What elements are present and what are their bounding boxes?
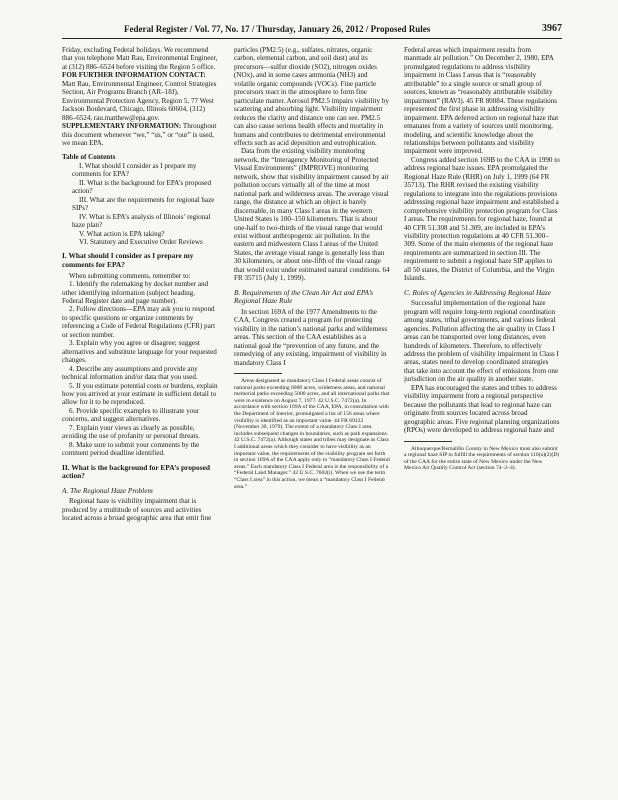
toc-heading: Table of Contents <box>62 153 116 162</box>
section-2b-heading: B. Requirements of the Clean Air Act and EPA’s Regional Haze Rule <box>234 287 373 306</box>
comment-tip: 2. Follow directions—EPA may ask you to respond to specific questions or organize comments by referencing a Code of Federal Regulations (CFR) part or section number. <box>62 305 216 339</box>
coordination-paragraph: Successful implementation of the regional haze program will require long-term regional coordination among states, tribal governments, and various federal agencies. Pollution affecting the air quality in Class I areas can be transported over long distances, even hundreds of kilometers. Therefore, to effectively address the problem of visibility impairment in Class I areas, states need to develop coordinated strategies that take into account the effect of emissions from one jurisdiction on the air quality in another state. <box>404 299 559 384</box>
column-2 <box>234 46 390 766</box>
ravi-paragraph: Federal areas which impairment results from manmade air pollution.” On December 2, 1980, EPA promulgated regulations to address visibility impairment in Class I areas that is “reasonably attributable” to a single source or small group of sources, known as “reasonably attributable visibility impairment” (RAVI). 45 FR 80084. These regulations represented the first phase in addressing visibility impairment. EPA deferred action on regional haze that emanates from a variety of sources until monitoring, modeling, and scientific knowledge about the relationships between pollutants and visibility impairment were improved. <box>404 46 559 156</box>
comment-tip: 6. Provide specific examples to illustrate your concerns, and suggest alternatives. <box>62 406 200 424</box>
comment-tip: 3. Explain why you agree or disagree; suggest alternatives and substitute language for your requested changes. <box>62 339 217 365</box>
contact-body: Matt Rau, Environmental Engineer, Control Strategies Section, Air Programs Branch (AR–18J), Environmental Protection Agency, Region 5, 77 West Jackson Boulevard, Chicago, Illinois 60604, (312) 886–6524, rau.matthew@epa.gov. <box>62 79 217 122</box>
intro-paragraph: Friday, excluding Federal holidays. We recommend that you telephone Matt Rau, Environmental Engineer, at (312) 886–6524 before visiting the Region 5 office. <box>62 46 218 71</box>
comment-tip: 7. Explain your views as clearly as possible, avoiding the use of profanity or personal threats. <box>62 423 200 441</box>
section-2a-paragraph: Regional haze is visibility impairment that is produced by a multitude of sources and activities located across a broad geographic area that emit fine <box>62 497 212 523</box>
running-header <box>62 22 562 39</box>
section-1-heading: I. What should I consider as I prepare my comments for EPA? <box>62 251 194 270</box>
section-2a-heading: A. The Regional Haze Problem <box>62 485 153 495</box>
header-title: Federal Register / Vol. 77, No. 17 / Thursday, January 26, 2012 / Proposed Rules <box>124 24 431 34</box>
supplementary-body: Throughout this document whenever “we,” “us,” or “our” is used, we mean EPA. <box>62 122 217 147</box>
comment-tip: 8. Make sure to submit your comments by the comment period deadline identified. <box>62 440 200 458</box>
supplementary-heading: SUPPLEMENTARY INFORMATION: <box>62 122 182 131</box>
monitoring-paragraph: Data from the existing visibility monitoring network, the “Interagency Monitoring of Protected Visual Environments” (IMPROVE) monitoring network, show that visibility impairment caused by air pollution occurs virtually all of the time at most national park and wilderness areas. The average visual range, the distance at which an object is barely discernable, in many Class I areas in the western United States is 100–150 kilometers. That is about one-half to two-thirds of the visual range that would exist without anthropogenic air pollution. In the eastern and midwestern Class I areas of the United States, the average visual range is generally less than 30 kilometers, or about one-fifth of the visual range that would exist under estimated natural conditions. 64 FR 35715 (July 1, 1999). <box>234 147 390 283</box>
comment-tip: 5. If you estimate potential costs or burdens, explain how you arrived at your estimate in sufficient detail to allow for it to be reproduced. <box>62 381 218 407</box>
toc-item: I. What should I consider as I prepare my comments for EPA? <box>72 161 197 179</box>
contact-heading: FOR FURTHER INFORMATION CONTACT: <box>62 71 206 80</box>
section-2-heading: II. What is the background for EPA’s proposed action? <box>62 462 210 481</box>
rhr-paragraph: Congress added section 169B to the CAA in 1990 to address regional haze issues. EPA promulgated the Regional Haze Rule (RHR) on July 1, 1999 (64 FR 35713). The RHR revised the existing visibility regulations to integrate into the regulations provisions addressing regional haze impairment and established a comprehensive visibility protection program for Class I areas. The requirements for regional haze, found at 40 CFR 51.308 and 51.309, are included in EPA’s visibility protection regulations at 40 CFR 51.300–309. Some of the main elements of the regional haze requirements are summarized in section III. The requirement to submit a regional haze SIP applies to all 50 states, the District of Columbia, and the Virgin Islands. <box>404 155 560 283</box>
toc-item: V. What action is EPA taking? <box>79 229 165 238</box>
supplementary-paragraph <box>62 122 218 147</box>
page-number: 3967 <box>542 23 562 34</box>
haze-paragraph: particles (PM2.5) (e.g., sulfates, nitrates, organic carbon, elemental carbon, and soil dust) and its precursors—sulfur dioxide (SO2), nitrogen oxides (NOx), and in some cases ammonia (NH3) and volatile organic compounds (VOCs). Fine particle precursors react in the atmosphere to form fine particulate matter. Aerosol PM2.5 impairs visibility by scattering and absorbing light. Visibility impairment reduces the clarity and distance one can see. PM2.5 can also cause serious health effects and mortality in humans and contributes to detrimental environmental effects such as acid deposition and eutrophication. <box>234 46 389 147</box>
footnote-2: Albuquerque/Bernalillo County in New Mexico must also submit a regional haze SIP to fulfill the requirements of section 110(a)(2)(D) of the CAA for the entire state of New Mexico under the New Mexico Air Quality Control Act (section 74–2–4). <box>404 445 560 472</box>
comment-tip: 1. Identify the rulemaking by docket number and other identifying information (subject heading, Federal Register date and page number). <box>62 280 209 305</box>
rpo-paragraph: EPA has encouraged the states and tribes to address visibility impairment from a regional perspective because the pollutants that lead to regional haze can originate from sources located across broad geographic areas. Five regional planning organizations (RPOs) were developed to address regional haze and <box>404 383 560 435</box>
column-1 <box>62 46 218 766</box>
section-169a-paragraph: In section 169A of the 1977 Amendments to the CAA, Congress created a program for protecting visibility in the nation’s national parks and wilderness areas. This section of the CAA establishes as a national goal the “prevention of any future, and the remedying of any existing, impairment of visibility in mandatory Class I <box>234 307 388 367</box>
comment-tip: 4. Describe any assumptions and provide any technical information and/or data that you used. <box>62 364 198 382</box>
toc-item: IV. What is EPA’s analysis of Illinois’ regional haze plan? <box>72 212 211 230</box>
section-2c-heading: C. Roles of Agencies in Addressing Regional Haze <box>404 287 552 297</box>
footnote-divider <box>234 373 282 374</box>
toc-item: VI. Statutory and Executive Order Reviews <box>79 237 203 246</box>
contact-paragraph <box>62 71 218 122</box>
toc-item: II. What is the background for EPA’s proposed action? <box>72 178 212 196</box>
footnote-1: Areas designated as mandatory Class I Federal areas consist of national parks exceeding 6000 acres, wilderness areas, and national memorial parks exceeding 5000 acres, and all international parks that were in existence on August 7, 1977. 42 U.S.C. 7472(a). In accordance with section 169A of the CAA, EPA, in consultation with the Department of Interior, promulgated a list of 156 areas where visibility is identified as an important value. 44 FR 69122 (November 30, 1979). The extent of a mandatory Class I area includes subsequent changes in boundaries, such as park expansions. 42 U.S.C. 7472(a). Although states and tribes may designate as Class I additional areas which they consider to have visibility as an important value, the requirements of the visibility program set forth in section 169A of the CAA apply only to “mandatory Class I Federal areas.” Each mandatory Class I Federal area is the responsibility of a “Federal Land Manager.” 42 U.S.C. 7602(i). When we use the term “Class I area” in this action, we mean a “mandatory Class I Federal area.” <box>234 378 390 490</box>
column-3 <box>404 46 560 766</box>
toc-item: III. What are the requirements for regional haze SIPs? <box>72 195 215 213</box>
section-1-paragraph: When submitting comments, remember to: <box>69 271 191 280</box>
footnote-divider <box>404 441 452 442</box>
